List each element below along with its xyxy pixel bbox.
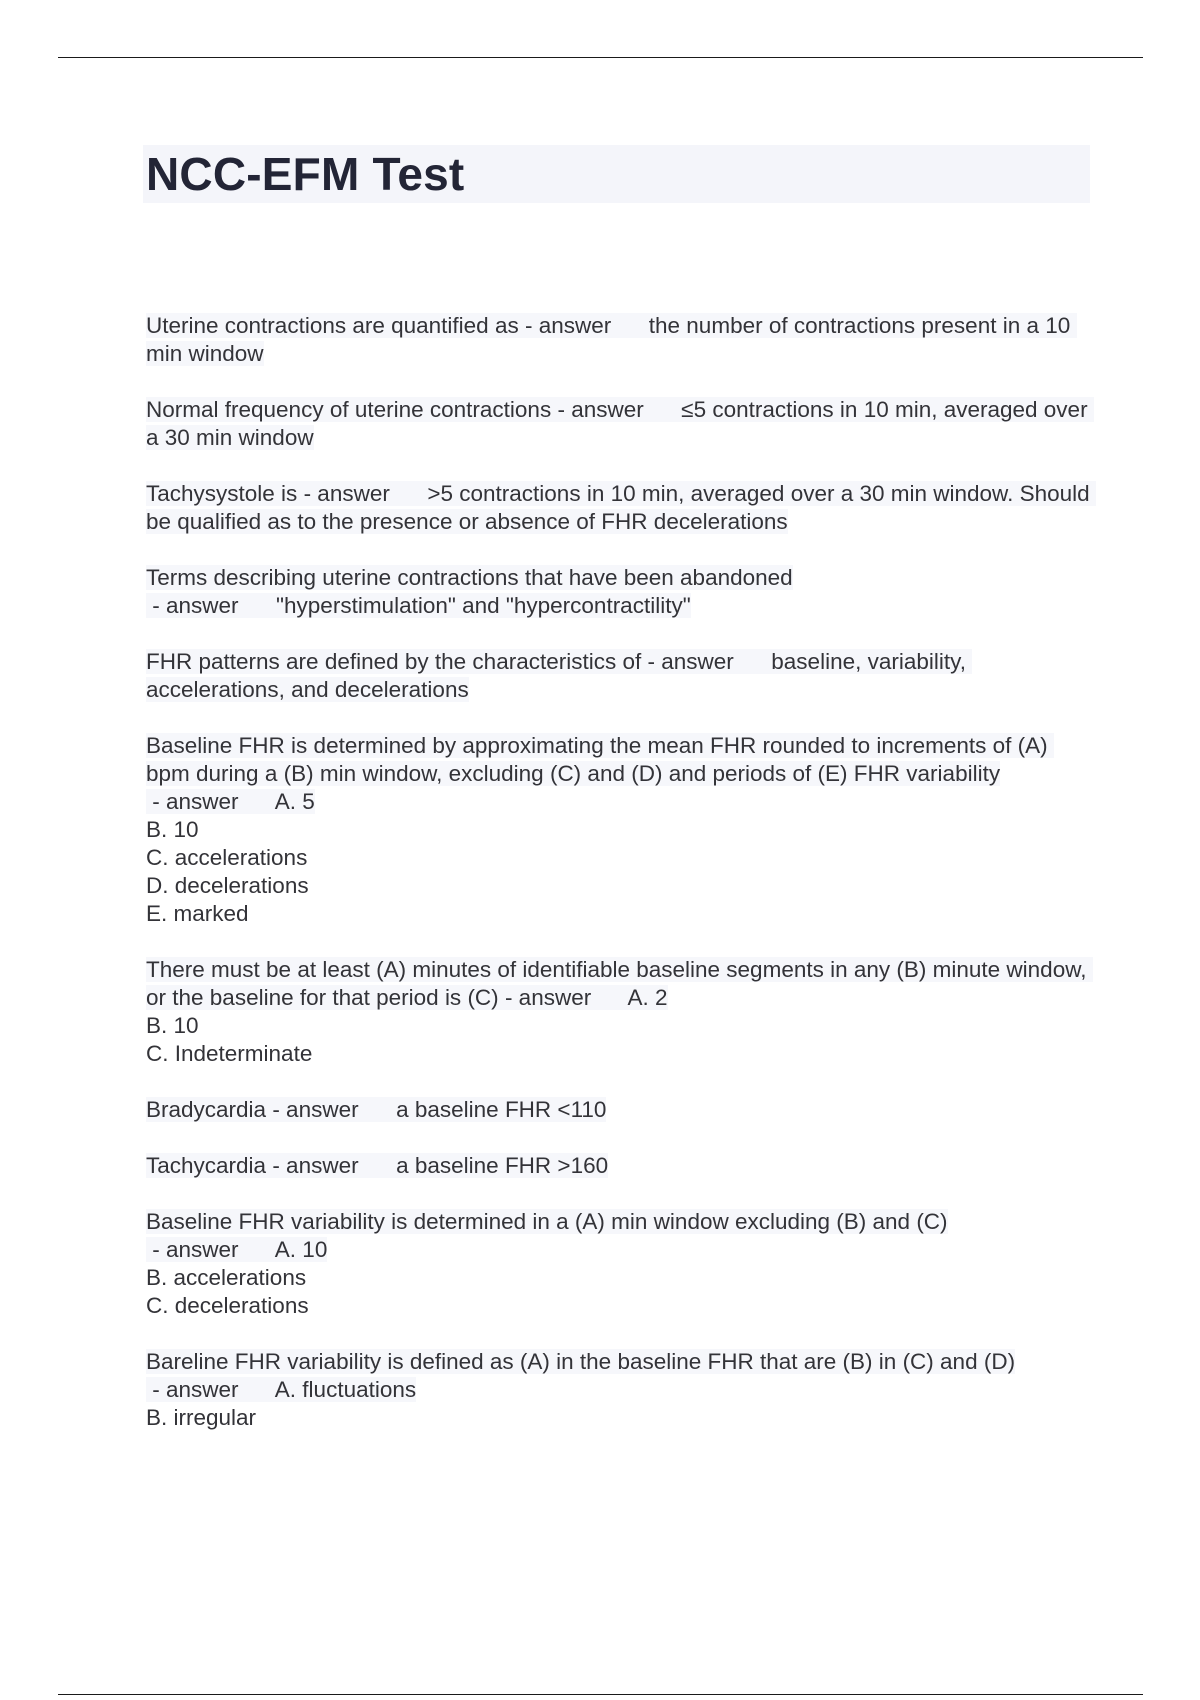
question-text: Baseline FHR variability is determined in a (A) min window excluding (B) and (C) — [146, 1209, 948, 1234]
answer-text: A. 10 — [274, 1237, 328, 1262]
answer-text: A. 2 — [627, 985, 668, 1010]
answer-text: >5 contractions in 10 min, averaged over a 30 min window. Should be qualified as to the presence or absence of FHR decelerations — [146, 481, 1096, 534]
answer-text: A. 5 — [274, 789, 315, 814]
answer-line: C. accelerations — [146, 845, 308, 870]
qa-item — [146, 732, 1096, 928]
answer-separator: - answer — [297, 481, 428, 506]
answer-line: B. 10 — [146, 1013, 199, 1038]
question-text: Normal frequency of uterine contractions — [146, 397, 552, 422]
question-text: There must be at least (A) minutes of identifiable baseline segments in any (B) minute window, or the baseline for that period is (C) — [146, 957, 1093, 1010]
answer-text: the number of contractions present in a 10 min window — [146, 313, 1077, 366]
qa-item — [146, 480, 1096, 536]
answer-line: B. 10 — [146, 817, 199, 842]
qa-item — [146, 648, 1096, 704]
answer-text: a baseline FHR >160 — [396, 1153, 609, 1178]
question-text: Bareline FHR variability is defined as (A) in the baseline FHR that are (B) in (C) and (D) — [146, 1349, 1016, 1374]
answer-separator: - answer — [146, 1377, 275, 1402]
question-text: Tachysystole is — [146, 481, 298, 506]
question-text: Tachycardia — [146, 1153, 267, 1178]
answer-separator: - answer — [518, 313, 649, 338]
answer-separator: - answer — [146, 1237, 275, 1262]
answer-text: baseline, variability, accelerations, and decelerations — [146, 649, 973, 702]
qa-item — [146, 1208, 1096, 1320]
question-text: Terms describing uterine contractions that have been abandoned — [146, 565, 793, 590]
bottom-rule — [58, 1694, 1143, 1695]
qa-item — [146, 1152, 1096, 1180]
question-text: FHR patterns are defined by the characteristics of — [146, 649, 642, 674]
answer-separator: - answer — [551, 397, 682, 422]
question-text: Bradycardia — [146, 1097, 267, 1122]
qa-item — [146, 1348, 1096, 1432]
answer-line: B. irregular — [146, 1405, 257, 1430]
question-text: Uterine contractions are quantified as — [146, 313, 519, 338]
answer-text: a baseline FHR <110 — [396, 1097, 607, 1122]
answer-separator: - answer — [146, 593, 277, 618]
answer-text: ≤5 contractions in 10 min, averaged over a 30 min window — [146, 397, 1094, 450]
answer-line: D. decelerations — [146, 873, 309, 898]
answer-line: E. marked — [146, 901, 249, 926]
qa-item — [146, 564, 1096, 620]
qa-list — [146, 312, 1096, 1432]
answer-separator: - answer — [146, 789, 275, 814]
qa-item — [146, 956, 1096, 1068]
qa-item — [146, 312, 1096, 368]
answer-separator: - answer — [266, 1153, 397, 1178]
top-rule — [58, 57, 1143, 58]
answer-line: C. decelerations — [146, 1293, 309, 1318]
qa-item — [146, 1096, 1096, 1124]
answer-separator: - answer — [641, 649, 772, 674]
answer-line: C. Indeterminate — [146, 1041, 313, 1066]
answer-separator: - answer — [498, 985, 628, 1010]
qa-item — [146, 396, 1096, 452]
question-text: Baseline FHR is determined by approximating the mean FHR rounded to increments of (A) bpm during a (B) min window, excluding (C) and (D) and periods of (E) FHR variability — [146, 733, 1054, 786]
answer-separator: - answer — [266, 1097, 397, 1122]
answer-line: B. accelerations — [146, 1265, 307, 1290]
answer-text: A. fluctuations — [274, 1377, 417, 1402]
answer-text: "hyperstimulation" and "hypercontractility" — [276, 593, 691, 618]
document-title: NCC-EFM Test — [146, 148, 465, 200]
